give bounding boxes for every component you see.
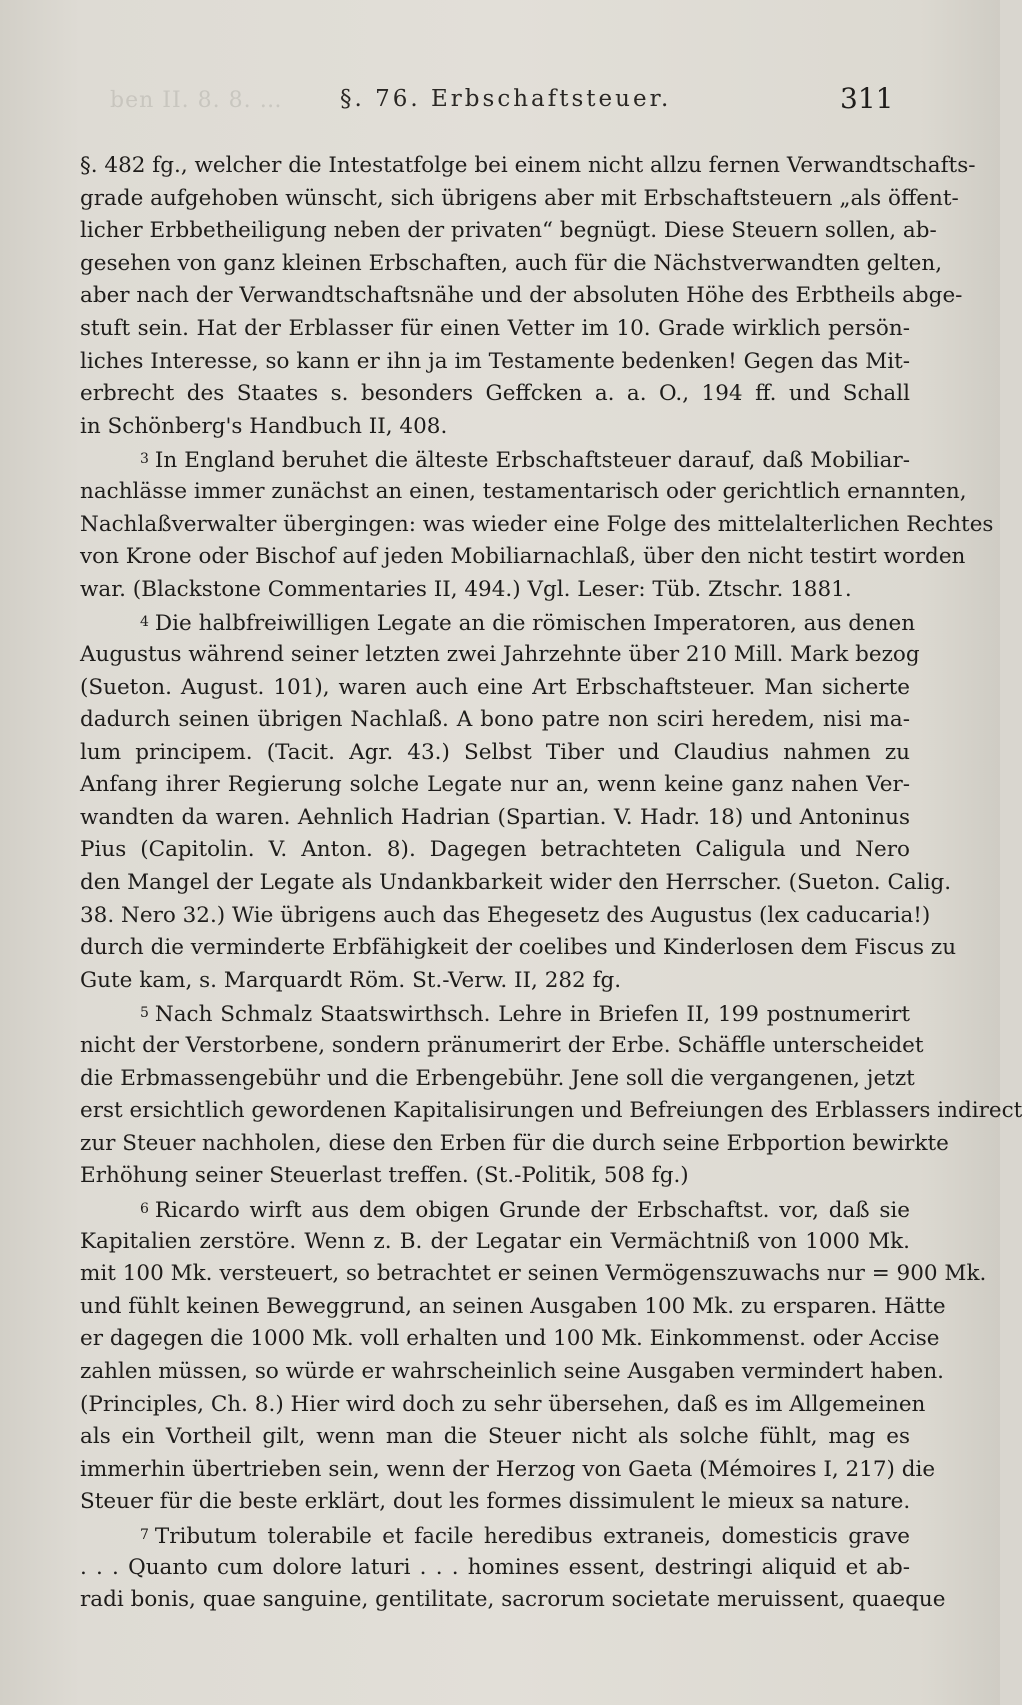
text-line: Nachlaßverwalter übergingen: was wieder eine Folge des mittelalterlichen Rechtes [80,511,994,537]
text-line: Gute kam, s. Marquardt Röm. St.-Verw. II, 282 fg. [80,967,622,993]
text-line: dadurch seinen übrigen Nachlaß. A bono patre non sciri heredem, nisi ma- [80,707,910,733]
text-line: Die halbfreiwilligen Legate an die römischen Imperatoren, aus denen [154,611,916,637]
text-line: aber nach der Verwandtschaftsnähe und der absoluten Höhe des Erbtheils abge- [80,283,963,309]
text-line: §. 482 fg., welcher die Intestatfolge bei einem nicht allzu fernen Verwandtschafts- [80,153,976,178]
text-line: (Principles, Ch. 8.) Hier wird doch zu sehr übersehen, daß es im Allgemeinen [80,1391,926,1417]
text-line: erst ersichtlich gewordenen Kapitalisirungen und Befreiungen des Erblassers indirect [80,1098,1022,1124]
text-line: nachlässe immer zunächst an einen, testamentarisch oder gerichtlich ernannten, [80,478,967,504]
page-number: 311 [840,82,894,115]
text-line: stuft sein. Hat der Erblasser für einen Vetter im 10. Grade wirklich persön- [80,315,910,341]
text-line: Ricardo wirft aus dem obigen Grunde der Erbschaftst. vor, daß sie [154,1198,910,1223]
text-line: durch die verminderte Erbfähigkeit der coelibes und Kinderlosen dem Fiscus zu [80,935,957,961]
text-line: Kapitalien zerstöre. Wenn z. B. der Legatar ein Vermächtniß von 1000 Mk. [80,1228,910,1254]
running-header [0,80,1000,120]
text-line: grade aufgehoben wünscht, sich übrigens aber mit Erbschaftsteuern „als öffent- [80,185,959,211]
text-line: als ein Vortheil gilt, wenn man die Steuer nicht als solche fühlt, mag es [80,1424,910,1450]
footnote-marker: 6 [140,1201,149,1217]
footnote-marker: 5 [140,1005,149,1022]
text-line: mit 100 Mk. versteuert, so betrachtet er seinen Vermögenszuwachs nur = 900 Mk. [80,1261,987,1287]
footnote-7-first-line [80,1519,910,1552]
footnote-4-first-line [80,606,916,639]
text-line: den Mangel der Legate als Undankbarkeit wider den Herrscher. (Sueton. Calig. [80,870,952,896]
text-line: die Erbmassengebühr und die Erbengebühr. Jene soll die vergangenen, jetzt [80,1065,915,1091]
text-line: in Schönberg's Handbuch II, 408. [80,413,448,439]
text-line: erbrecht des Staates s. besonders Geffcken a. a. O., 194 ff. und Schall [80,381,910,407]
text-line: lum principem. (Tacit. Agr. 43.) Selbst Tiber und Claudius nahmen zu [80,739,910,765]
text-line: immerhin übertrieben sein, wenn der Herzog von Gaeta (Mémoires I, 217) die [80,1456,936,1482]
text-line: zur Steuer nachholen, diese den Erben für die durch seine Erbportion bewirkte [80,1130,949,1156]
text-line: . . . Quanto cum dolore laturi . . . homines essent, destringi aliquid et ab- [80,1554,910,1580]
bleed-through-text: ben II. 8. 8. … [110,88,283,113]
text-line: Augustus während seiner letzten zwei Jahrzehnte über 210 Mill. Mark bezog [80,641,920,667]
footnote-marker: 3 [140,451,149,468]
footnote-marker: 7 [140,1526,149,1543]
text-line: gesehen von ganz kleinen Erbschaften, auch für die Nächstverwandten gelten, [80,250,943,276]
footnote-marker: 4 [140,614,149,631]
text-line: wandten da waren. Aehnlich Hadrian (Spartian. V. Hadr. 18) und Antoninus [80,804,910,830]
text-line: Pius (Capitolin. V. Anton. 8). Dagegen betrachteten Caligula und Nero [80,837,910,863]
text-line: Nach Schmalz Staatswirthsch. Lehre in Briefen II, 199 postnumerirt [154,1002,910,1028]
text-line: er dagegen die 1000 Mk. voll erhalten und 100 Mk. Einkommenst. oder Accise [80,1326,940,1352]
text-line: (Sueton. August. 101), waren auch eine Art Erbschaftsteuer. Man sicherte [80,674,910,700]
footnote-6-first-line [80,1193,910,1226]
text-line: liches Interesse, so kann er ihn ja im Testamente bedenken! Gegen das Mit- [80,348,910,374]
text-line: war. (Blackstone Commentaries II, 494.) Vgl. Leser: Tüb. Ztschr. 1881. [80,576,852,602]
text-line: In England beruhet die älteste Erbschaftsteuer darauf, daß Mobiliar- [154,448,910,474]
footnote-3-first-line [80,443,910,476]
text-line: licher Erbbetheiligung neben der privaten“ begnügt. Diese Steuern sollen, ab- [80,218,937,244]
footnotes-body [80,150,1022,1617]
text-line: nicht der Verstorbene, sondern pränumerirt der Erbe. Schäffle unterscheidet [80,1033,924,1059]
text-line: von Krone oder Bischof auf jeden Mobiliarnachlaß, über den nicht testirt worden [80,544,966,570]
running-title: §. 76. Erbschaftsteuer. [340,86,672,112]
text-line: Tributum tolerabile et facile heredibus extraneis, domesticis grave [154,1523,910,1549]
text-line: Anfang ihrer Regierung solche Legate nur an, wenn keine ganz nahen Ver- [80,772,910,798]
text-line: Erhöhung seiner Steuerlast treffen. (St.-Politik, 508 fg.) [80,1163,689,1189]
text-line: und fühlt keinen Beweggrund, an seinen Ausgaben 100 Mk. zu ersparen. Hätte [80,1293,946,1319]
text-line: zahlen müssen, so würde er wahrscheinlich seine Ausgaben vermindert haben. [80,1358,945,1384]
footnote-5-first-line [80,997,910,1030]
text-line: 38. Nero 32.) Wie übrigens auch das Ehegesetz des Augustus (lex caducaria!) [80,902,931,928]
text-line: Steuer für die beste erklärt, dout les formes dissimulent le mieux sa nature. [80,1489,911,1515]
text-line: radi bonis, quae sanguine, gentilitate, sacrorum societate meruissent, quaeque [80,1587,946,1613]
